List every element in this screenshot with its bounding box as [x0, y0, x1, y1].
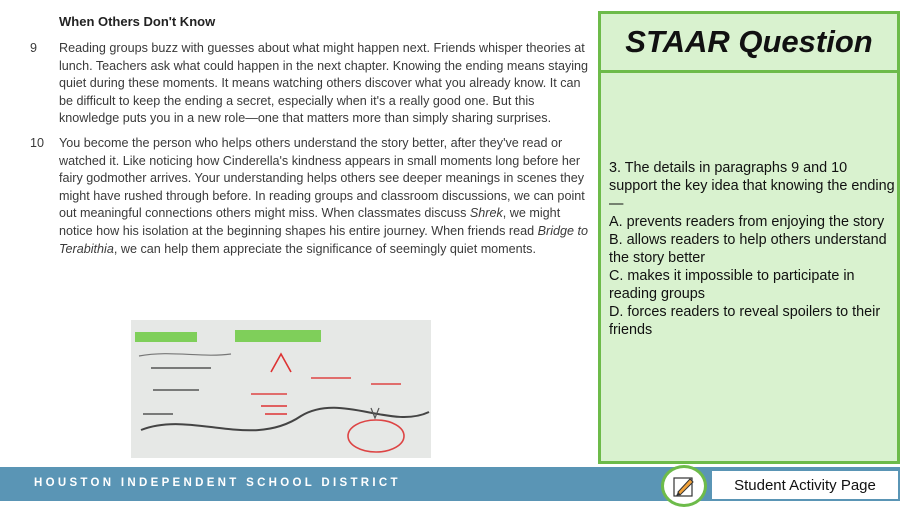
book-title-terabithia: Bridge to Terabithia — [59, 223, 589, 256]
book-title-shrek: Shrek — [469, 206, 503, 221]
question-stem: 3. The details in paragraphs 9 and 10 support the key idea that knowing the ending — — [609, 160, 895, 212]
paragraph-10 — [30, 135, 590, 258]
text-segment: , we might notice how his isolation at the beginning shapes his entire journey. When friends read — [59, 206, 561, 238]
paragraph-9 — [30, 40, 590, 128]
pencil-badge — [661, 465, 707, 507]
staar-question-panel — [598, 11, 900, 464]
whiteboard-photo — [131, 320, 431, 458]
passage-title: When Others Don't Know — [59, 14, 216, 29]
paragraph-text: Reading groups buzz with guesses about what might happen next. Friends whisper theories at lunch. Teachers ask what could happen in the next chapter. Knowing the ending means staying quiet during these moments. It means watching others discover what you already know. It can be difficult to keep the ending a secret, especially when it's a really good one. But this knowledge puts you in a new role—one that matters more than simply sharing surprises. — [59, 41, 589, 126]
student-activity-page-label: Student Activity Page — [712, 471, 898, 499]
text-segment: , we can help them appreciate the significance of seemingly quiet moments. — [113, 241, 536, 256]
text-segment: You become the person who helps others understand the story better, after they've read or watched it. Like noticing how Cinderella's kindness appears in small moments long before her fairy godmother arrives. Your understanding helps others see deeper meanings in scenes they might have rushed through before. In reading groups and classroom discussions, we can point out meaningful connections others might miss. When classmates discuss — [59, 135, 585, 221]
pencil-icon — [672, 474, 696, 498]
answer-option-a[interactable]: A. prevents readers from enjoying the story — [609, 214, 885, 230]
reading-passage — [30, 14, 590, 265]
question-block — [609, 159, 899, 339]
paragraph-text — [59, 135, 590, 258]
staar-header: STAAR Question — [601, 14, 897, 73]
answer-option-d[interactable]: D. forces readers to reveal spoilers to their friends — [609, 304, 881, 338]
paragraph-number: 9 — [30, 41, 38, 55]
answer-option-b[interactable]: B. allows readers to help others understand the story better — [609, 232, 887, 266]
district-name: HOUSTON INDEPENDENT SCHOOL DISTRICT — [34, 477, 401, 489]
paragraph-number: 10 — [30, 135, 45, 150]
answer-option-c[interactable]: C. makes it impossible to participate in reading groups — [609, 268, 855, 302]
whiteboard-drawing — [131, 320, 431, 458]
